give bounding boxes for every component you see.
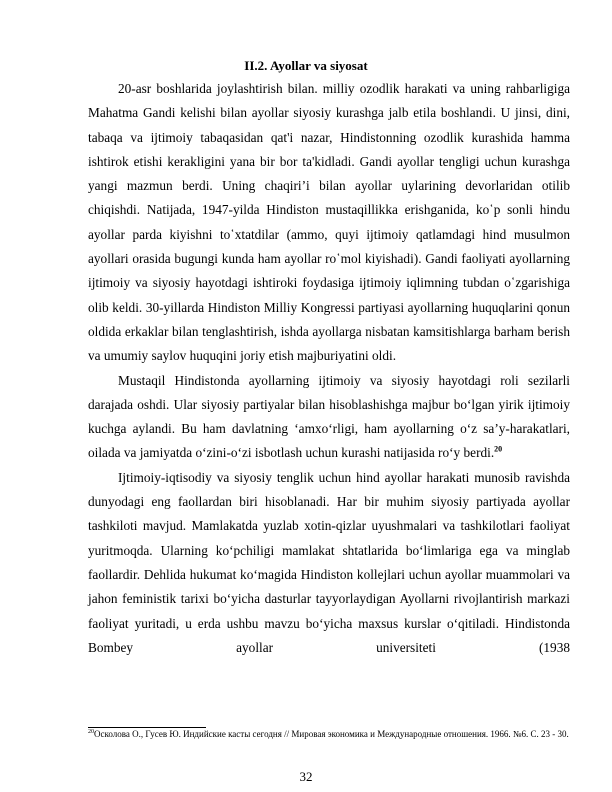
paragraph-1-text: 20-asr boshlarida joylashtirish bilan. milliy ozodlik harakati va uning rahbarligiga Mahatma Gandi kelishi bilan ayollar siyosiy kurashga jalb etila boshlandi. U jinsi, dini, tabaqa va ijtimoiy tabaqasidan qat'i nazar, Hindistonning ozodlik kurashida hamma ishtirok etishi kerakligini yana bir bor ta'kidladi. Gandi ayollar tengligi uchun kurashga yangi mazmun berdi. Uning chaqiri’i bilan ayollar uylarining devorlaridan otilib chiqishdi. Natijada, 1947-yilda Hindiston mustaqillikka erishganida, ko῾p sonli hindu ayollar parda kiyishni to῾xtatdilar (ammo, quyi ijtimoiy qatlamdagi hind musulmon ayollari orasida bugungi kunda ham ayollar ro῾mol kiyishadi). Gandi faoliyati ayollarning ijtimoiy va siyosiy hayotdagi ishtiroki foydasiga ijtimoiy iqlimning tubdan o῾zgarishiga olib keldi. 30-yillarda Hindiston Milliy Kongressi partiyasi ayollarning huquqlarini qonun oldida erkaklar bilan tenglashtirish, ishda ayollarga nisbatan kamsitishlarga barham berish va umumiy saylov huquqini joriy etish majburiyatini oldi. — [88, 81, 570, 364]
paragraph-3 — [88, 466, 570, 660]
paragraph-2 — [88, 369, 570, 466]
paragraph-1 — [88, 77, 570, 369]
footnote — [88, 728, 570, 740]
footnote-ref[interactable]: 20 — [494, 445, 503, 455]
paragraph-2-text: Mustaqil Hindistonda ayollarning ijtimoiy va siyosiy hayotdagi roli sezilarli darajada oshdi. Ular siyosiy partiyalar bilan hisoblashishga majbur bo‘lgan yirik ijtimoiy kuchga aylandi. Bu ham davlatning ‘amxo‘rligi, ham ayollarning o‘z sa’y-harakatlari, oilada va jamiyatda o‘zini-o‘zi isbotlash uchun kurashi natijasida ro‘y berdi. — [88, 372, 570, 461]
body-text — [88, 77, 570, 660]
footnote-number: 20 — [88, 729, 94, 735]
paragraph-3-text: Ijtimoiy-iqtisodiy va siyosiy tenglik uchun hind ayollar harakati munosib ravishda dunyodagi eng faollardan biri hisoblanadi. Har bir muhim siyosiy partiyada ayollar tashkiloti mavjud. Mamlakatda yuzlab xotin-qizlar uyushmalari va tashkilotlari faoliyat yuritmoqda. Ularning ko‘pchiligi mamlakat shtatlarida bo‘limlariga ega va minglab faollardir. Dehlida hukumat ko‘magida Hindiston kollejlari uchun ayollar muammolari va jahon feministik tarixi bo‘yicha dasturlar tayyorlaydigan Ayollarni rivojlantirish markazi faoliyat yuritadi, u erda ushbu mavzu bo‘yicha maxsus kurslar o‘qitiladi. Hindistonda Bombey ayollar universiteti (1938 — [88, 469, 570, 655]
page-number: 32 — [299, 769, 313, 784]
section-heading: II.2. Ayollar va siyosat — [244, 58, 368, 73]
footnote-text: Осколова О., Гусев Ю. Индийские касты сегодня // Мировая экономика и Международные отношения. 1966. №6. С. 23 - 30. — [94, 729, 569, 739]
